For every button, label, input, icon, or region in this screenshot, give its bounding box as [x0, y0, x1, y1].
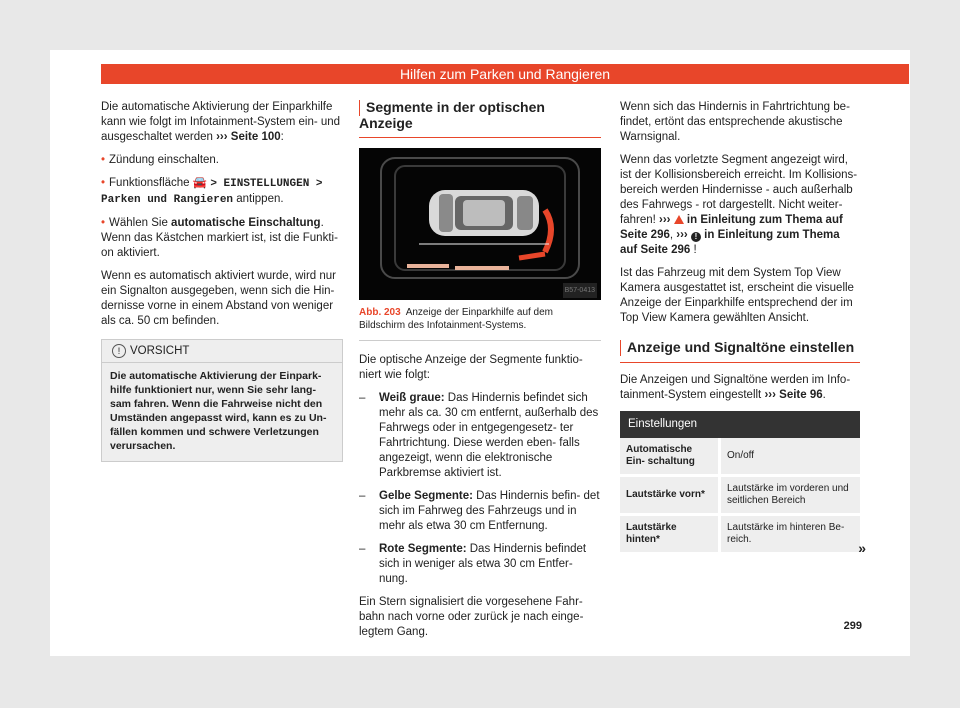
table-title: Einstellungen: [620, 411, 860, 438]
page-number: 299: [843, 620, 862, 632]
settings-table: [620, 411, 860, 555]
column-left: [101, 100, 343, 462]
figure-reference: B57-0413: [563, 283, 597, 298]
caution-box: [101, 339, 343, 462]
collision-paragraph: Wenn das vorletzte Segment angezeigt wird, ist der Kollisionsbereich erreicht. Im Kollisions- bereich werden Hindernisse - auch außerhalb des Fahrwegs - rot dargestellt. Nicht weiter- fahren! ››› in Einleitung zum Thema auf Seite 296, ››› ! in Einleitung zum Thema auf Seite 296 !: [620, 154, 858, 256]
column-middle: [359, 100, 601, 648]
manual-page: [50, 50, 910, 656]
list-item: – Rote Segmente: Das Hindernis befindet sich in weniger als etwa 30 cm Entfer- nung.: [359, 543, 587, 586]
figure-caption: Abb. 203 Anzeige der Einparkhilfe auf dem Bildschirm des Infotainment-Systems.: [359, 300, 601, 341]
star-paragraph: Ein Stern signalisiert die vorgesehene Fahr- bahn nach vorne oder zurück je nach einge- legtem Gang.: [359, 596, 584, 639]
topview-paragraph: Ist das Fahrzeug mit dem System Top View Kamera ausgestattet ist, erscheint die visuelle Anzeige der Einparkhilfe entsprechend der im Top View Kamera gewählten Ansicht.: [620, 267, 854, 324]
bullet-3: • Wählen Sie automatische Einschaltung. Wenn das Kästchen markiert ist, ist die Funkti- on aktiviert.: [101, 217, 338, 259]
intro-paragraph: Die automatische Aktivierung der Einparkhilfe kann wie folgt im Infotainment-System ein- und ausgeschaltet werden ››› Seite 100:: [101, 101, 341, 143]
note-link[interactable]: ››› ! in Einleitung zum Thema auf Seite 296: [620, 229, 840, 256]
caution-icon: !: [112, 344, 126, 358]
page-header: Hilfen zum Parken und Rangieren: [101, 64, 909, 84]
continue-mark: »: [858, 540, 866, 556]
section-title: Anzeige und Signaltöne einstellen: [620, 340, 860, 363]
bullet-icon: •: [101, 177, 106, 189]
caution-text: Die automatische Aktivierung der Einpark- hilfe funktioniert nur, wenn Sie sehr lang- sam fahren. Wenn die Fahrweise nicht den Umständen angepasst wird, kann es zu Un- fällen kommen und schwere Verletzungen verursachen.: [110, 370, 327, 452]
table-row: Automatische Ein- schaltung On/off: [620, 438, 860, 476]
settings-intro: Die Anzeigen und Signaltöne werden im Info- tainment-System eingestellt ››› Seite 96.: [620, 374, 851, 402]
car-menu-icon: 🚘: [192, 177, 208, 189]
bullet-1: • Zündung einschalten.: [101, 154, 219, 166]
table-row: Lautstärke vorn* Lautstärke im vorderen und seitlichen Bereich: [620, 476, 860, 515]
table-row: Lautstärke hinten* Lautstärke im hinteren Be- reich.: [620, 515, 860, 554]
note-icon: !: [691, 232, 701, 242]
auto-activation-paragraph: Wenn es automatisch aktiviert wurde, wird nur ein Signalton ausgegeben, wenn sich die Hin- dernisse vorne in einem Abstand von weniger als ca. 50 cm befinden.: [101, 270, 336, 327]
parking-display-figure: [359, 148, 601, 300]
list-item: – Gelbe Segmente: Das Hindernis befin- det sich im Fahrweg des Fahrzeugs und in mehr als etwa 30 cm Entfernung.: [359, 490, 600, 533]
warning-link[interactable]: ››› in Einleitung zum Thema auf Seite 296: [620, 214, 843, 241]
bullet-icon: •: [101, 154, 106, 166]
page-link[interactable]: ››› Seite 96: [764, 389, 823, 402]
bullet-icon: •: [101, 217, 106, 229]
bullet-2: • Funktionsfläche 🚘 > EINSTELLUNGEN > Parken und Rangieren antippen.: [101, 177, 323, 206]
acoustic-paragraph: Wenn sich das Hindernis in Fahrtrichtung be- findet, ertönt das entsprechende akustische Warnsignal.: [620, 101, 850, 143]
caution-title: VORSICHT: [130, 345, 190, 357]
list-item: – Weiß graue: Das Hindernis befindet sich mehr als ca. 30 cm entfernt, außerhalb des Fahrwegs oder in entgegengesetz- ter Fahrtrichtung. Diese werden eben- falls angezeigt, wenn die elektronische Parkbremse aktiviert ist.: [359, 392, 599, 480]
warning-icon: [674, 215, 684, 224]
segments-intro: Die optische Anzeige der Segmente funktio- niert wie folgt:: [359, 354, 583, 382]
parking-display-image: [359, 148, 601, 300]
section-title: Segmente in der optischen Anzeige: [359, 100, 601, 138]
car-icon: [429, 190, 539, 236]
column-right: [620, 100, 860, 555]
page-link[interactable]: ››› Seite 100: [216, 131, 281, 143]
